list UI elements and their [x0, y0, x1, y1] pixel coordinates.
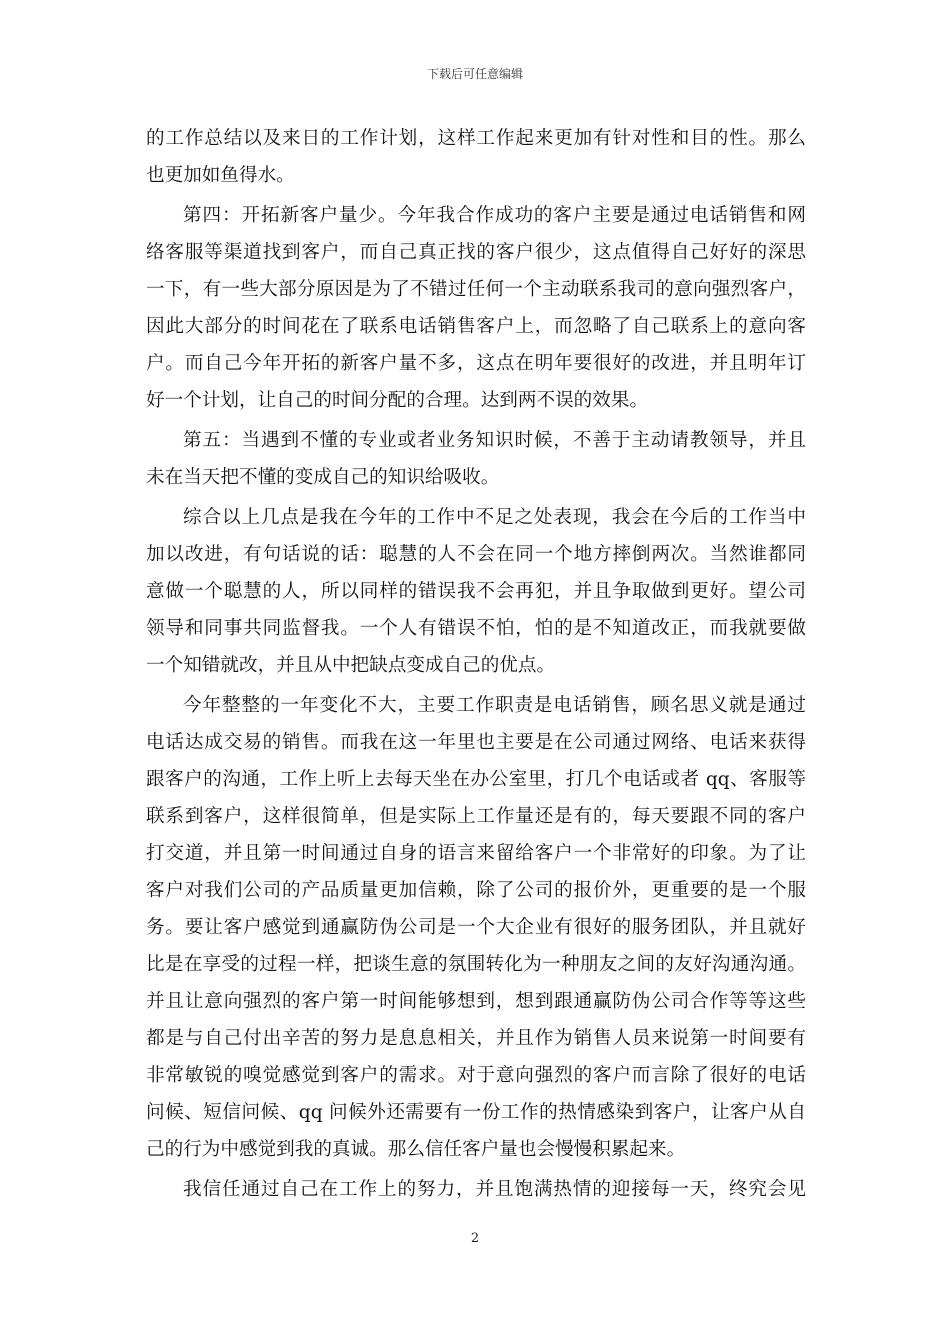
text-line: 跟客户的沟通，工作上听上去每天坐在办公室里，打几个电话或者 qq、客服等: [146, 769, 806, 790]
text-line: 未在当天把不懂的变成自己的知识给吸收。: [146, 467, 500, 488]
text-line: 电话达成交易的销售。而我在这一年里也主要是在公司通过网络、电话来获得: [146, 732, 806, 753]
text-line: 联系到客户，这样很简单，但是实际上工作量还是有的，每天要跟不同的客户: [146, 806, 806, 827]
paragraph: [146, 120, 806, 194]
text-line: 一下，有一些大部分原因是为了不错过任何一个主动联系我司的意向强烈客户，: [146, 279, 806, 300]
text-line: 比是在享受的过程一样，把谈生意的氛围转化为一种朋友之间的友好沟通沟通。: [146, 954, 806, 975]
paragraph: [146, 687, 806, 1168]
paragraph: [146, 197, 806, 419]
paragraph: [146, 1171, 806, 1208]
text-line: 己的行为中感觉到我的真诚。那么信任客户量也会慢慢积累起来。: [146, 1139, 686, 1160]
text-line: 打交道，并且第一时间通过自身的语言来留给客户一个非常好的印象。为了让: [146, 843, 806, 864]
text-line: 加以改进，有句话说的话：聪慧的人不会在同一个地方摔倒两次。当然谁都同: [146, 544, 806, 565]
text-line: 因此大部分的时间花在了联系电话销售客户上，而忽略了自己联系上的意向客: [146, 316, 806, 337]
text-line: 非常敏锐的嗅觉感觉到客户的需求。对于意向强烈的客户而言除了很好的电话: [146, 1065, 806, 1086]
text-line: 好一个计划，让自己的时间分配的合理。达到两不误的效果。: [146, 390, 649, 411]
text-line: 问候、短信问候、qq 问候外还需要有一份工作的热情感染到客户，让客户从自: [146, 1102, 806, 1123]
text-line: 客户对我们公司的产品质量更加信赖，除了公司的报价外，更重要的是一个服: [146, 880, 806, 901]
text-line: 户。而自己今年开拓的新客户量不多，这点在明年要很好的改进，并且明年订: [146, 353, 806, 374]
text-line: 意做一个聪慧的人，所以同样的错误我不会再犯，并且争取做到更好。望公司: [146, 581, 806, 602]
text-line: 一个知错就改，并且从中把缺点变成自己的优点。: [146, 655, 556, 676]
page-header: 下载后可任意编辑: [426, 67, 523, 81]
paragraph: [146, 422, 806, 496]
text-line: 络客服等渠道找到客户，而自己真正找的客户很少，这点值得自己好好的深思: [146, 242, 806, 263]
text-line: 并且让意向强烈的客户第一时间能够想到，想到跟通赢防伪公司合作等等这些: [146, 991, 806, 1012]
page-number: 2: [470, 1231, 480, 1246]
text-line: 我信任通过自己在工作上的努力，并且饱满热情的迎接每一天，终究会见: [183, 1179, 806, 1200]
text-line: 第四：开拓新客户量少。今年我合作成功的客户主要是通过电话销售和网: [183, 205, 806, 226]
paragraph: [146, 499, 806, 684]
text-line: 也更加如鱼得水。: [146, 165, 295, 186]
text-line: 的工作总结以及来日的工作计划，这样工作起来更加有针对性和目的性。那么: [146, 128, 806, 149]
text-line: 第五：当遇到不懂的专业或者业务知识时候，不善于主动请教领导，并且: [183, 430, 806, 451]
text-line: 领导和同事共同监督我。一个人有错误不怕，怕的是不知道改正，而我就要做: [146, 618, 806, 639]
text-line: 务。要让客户感觉到通赢防伪公司是一个大企业有很好的服务团队，并且就好: [146, 917, 806, 938]
text-line: 综合以上几点是我在今年的工作中不足之处表现，我会在今后的工作当中: [183, 507, 806, 528]
text-line: 今年整整的一年变化不大，主要工作职责是电话销售，顾名思义就是通过: [183, 695, 806, 716]
document-body: [146, 120, 806, 1208]
text-line: 都是与自己付出辛苦的努力是息息相关，并且作为销售人员来说第一时间要有: [146, 1028, 806, 1049]
